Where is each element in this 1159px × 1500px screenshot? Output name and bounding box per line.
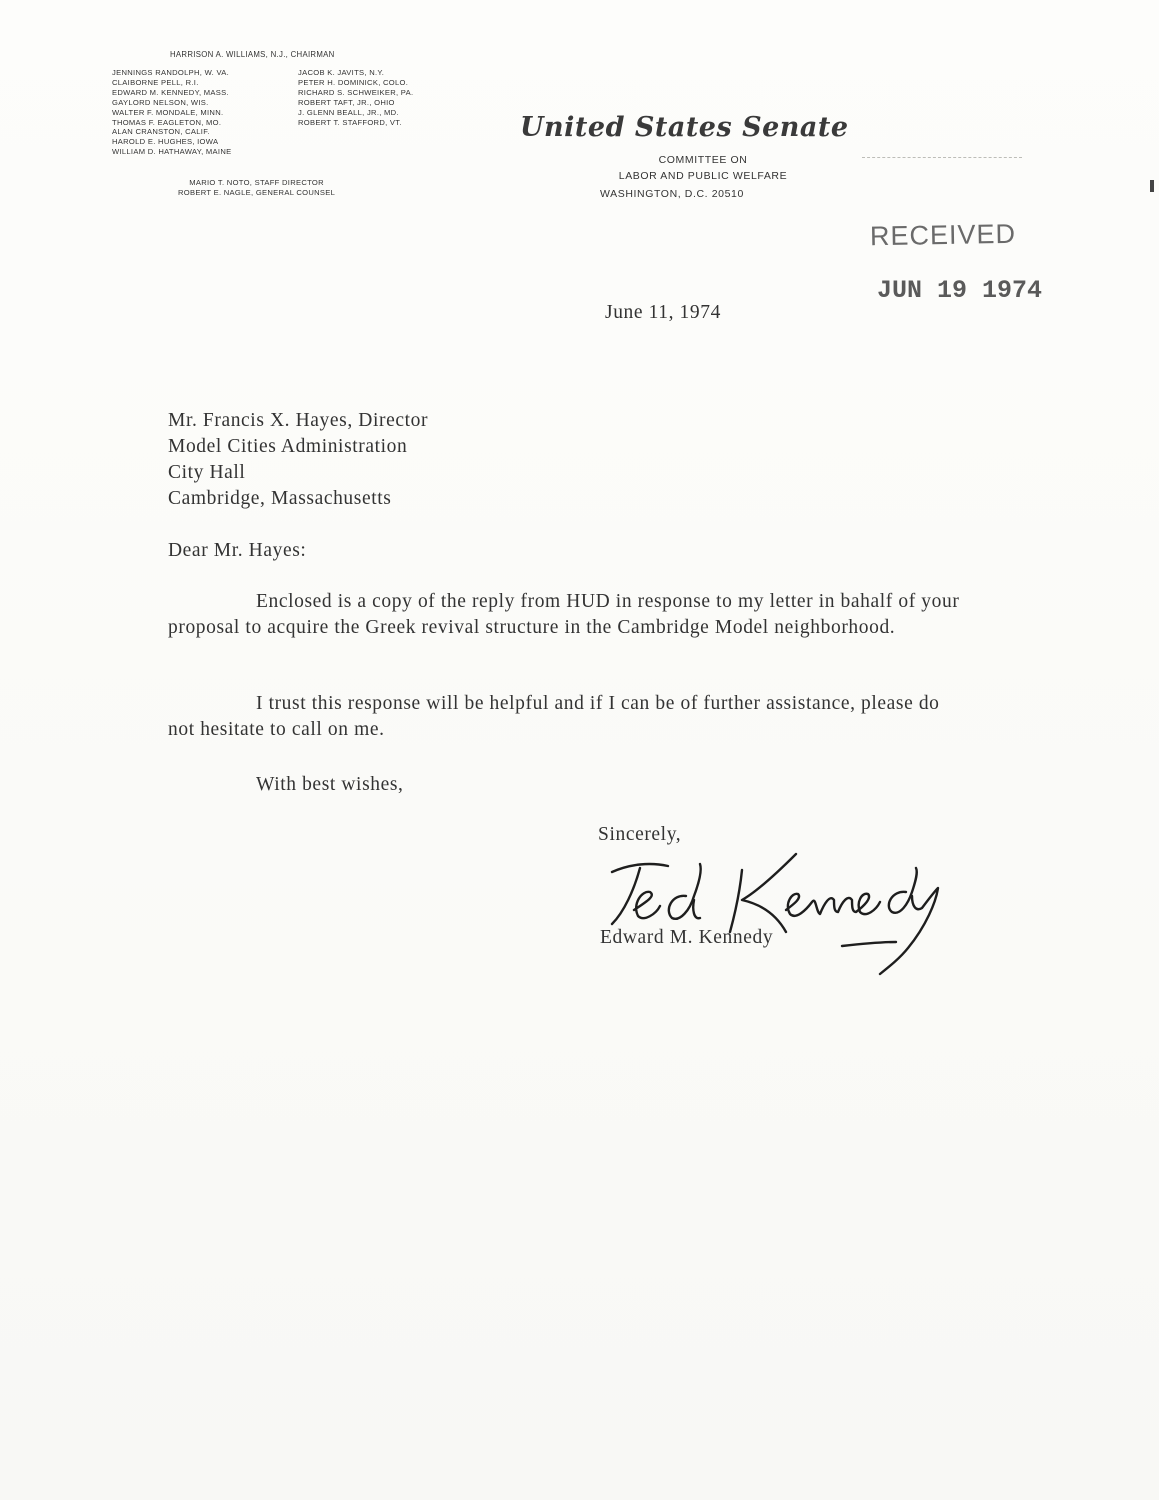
body-paragraph-2 [168, 691, 968, 743]
letter-date: June 11, 1974 [605, 302, 721, 323]
recipient-line: City Hall [168, 462, 246, 483]
closing-line: With best wishes, [256, 774, 404, 795]
roster-member: JACOB K. JAVITS, N.Y. [298, 68, 385, 77]
sign-off: Sincerely, [598, 824, 682, 845]
roster-right-column [298, 68, 413, 127]
roster-member: THOMAS F. EAGLETON, MO. [112, 117, 222, 127]
roster-member: ALAN CRANSTON, CALIF. [112, 127, 210, 137]
roster-left-column [112, 68, 231, 157]
chairman-line: HARRISON A. WILLIAMS, N.J., CHAIRMAN [170, 50, 335, 59]
roster-member: WILLIAM D. HATHAWAY, MAINE [112, 147, 232, 157]
body-paragraph-1 [168, 589, 968, 641]
roster-member: EDWARD M. KENNEDY, MASS. [112, 87, 229, 97]
received-stamp-date: JUN 19 1974 [877, 276, 1043, 305]
paragraph-text: Enclosed is a copy of the reply from HUD in response to my letter in bahalf of your proposal to acquire the Greek revival structure in the Cambridge Model neighborhood. [168, 591, 960, 638]
recipient-line: Cambridge, Massachusetts [168, 488, 392, 509]
roster-member: HAROLD E. HUGHES, IOWA [112, 137, 219, 147]
salutation: Dear Mr. Hayes: [168, 540, 307, 561]
roster-member: PETER H. DOMINICK, COLO. [298, 77, 409, 87]
roster-member: RICHARD S. SCHWEIKER, PA. [298, 87, 414, 97]
signer-name: Edward M. Kennedy [600, 927, 774, 948]
staff-director: MARIO T. NOTO, STAFF DIRECTOR [189, 178, 324, 187]
recipient-line: Mr. Francis X. Hayes, Director [168, 410, 429, 431]
page-edge-mark [1150, 180, 1154, 192]
handwritten-signature [590, 840, 960, 980]
roster-member: WALTER F. MONDALE, MINN. [112, 107, 224, 117]
general-counsel: ROBERT E. NAGLE, GENERAL COUNSEL [178, 187, 336, 197]
letterhead-rule [862, 157, 1022, 158]
roster-member: ROBERT TAFT, JR., OHIO [298, 97, 395, 107]
committee-address: WASHINGTON, D.C. 20510 [600, 188, 744, 200]
letterhead-title: United States Senate [520, 112, 849, 143]
roster-member: J. GLENN BEALL, JR., MD. [298, 107, 399, 117]
committee-line: COMMITTEE ON [658, 154, 748, 166]
received-stamp: RECEIVED [869, 218, 1017, 252]
committee-name: LABOR AND PUBLIC WELFARE [618, 170, 788, 182]
staff-block [178, 178, 335, 198]
roster-member: CLAIBORNE PELL, R.I. [112, 77, 199, 87]
recipient-line: Model Cities Administration [168, 436, 408, 457]
recipient-address [168, 408, 428, 512]
roster-member: GAYLORD NELSON, WIS. [112, 97, 209, 107]
paragraph-text: I trust this response will be helpful and if I can be of further assistance, please do not hesitate to call on me. [168, 693, 940, 740]
roster-member: JENNINGS RANDOLPH, W. VA. [112, 68, 230, 77]
roster-member: ROBERT T. STAFFORD, VT. [298, 117, 402, 127]
committee-block [578, 152, 828, 202]
